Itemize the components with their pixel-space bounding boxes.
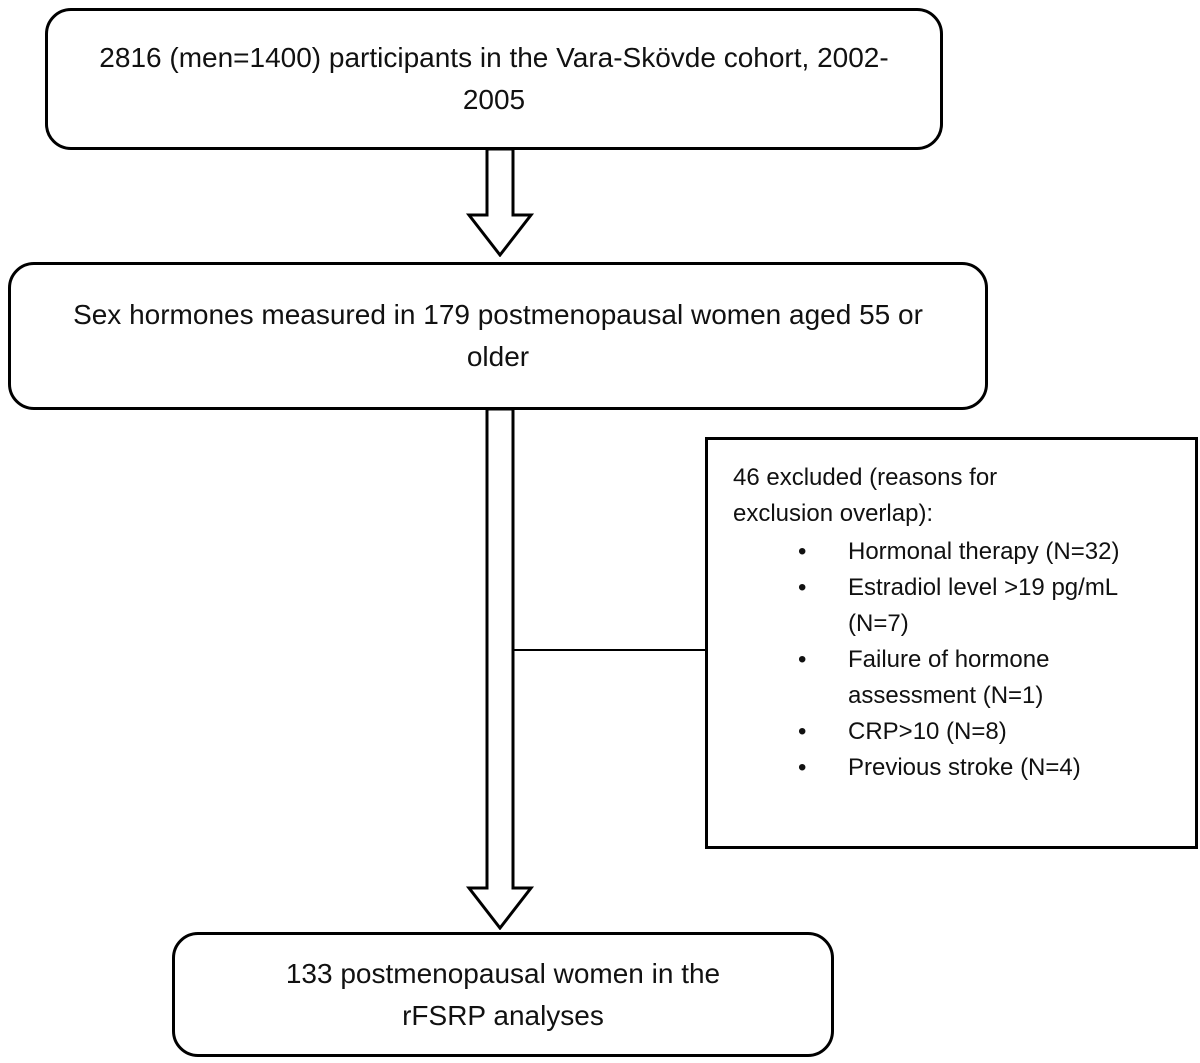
box-hormones-text: Sex hormones measured in 179 postmenopausal women aged 55 or older <box>73 299 923 372</box>
long-down-arrow-icon <box>455 409 545 930</box>
exclusion-box <box>705 437 1198 849</box>
box-analyses <box>172 932 834 1057</box>
box-cohort-text: 2816 (men=1400) participants in the Vara-Skövde cohort, 2002-2005 <box>99 42 889 115</box>
box-cohort <box>45 8 943 150</box>
box-analyses-text: 133 postmenopausal women in the rFSRP analyses <box>285 957 721 1031</box>
exclusion-heading: 46 excluded (reasons for exclusion overlap): <box>733 464 998 527</box>
down-arrow-icon <box>455 149 545 257</box>
exclusion-item: • CRP>10 (N=8) <box>848 714 1128 750</box>
exclusion-item: • Hormonal therapy (N=32) <box>848 534 1128 570</box>
exclusion-list <box>733 534 1177 786</box>
exclusion-item: • Previous stroke (N=4) <box>848 750 1128 786</box>
exclusion-item: • Failure of hormone assessment (N=1) <box>848 642 1128 714</box>
box-hormones <box>8 262 988 410</box>
exclusion-item: • Estradiol level >19 pg/mL (N=7) <box>848 570 1128 642</box>
